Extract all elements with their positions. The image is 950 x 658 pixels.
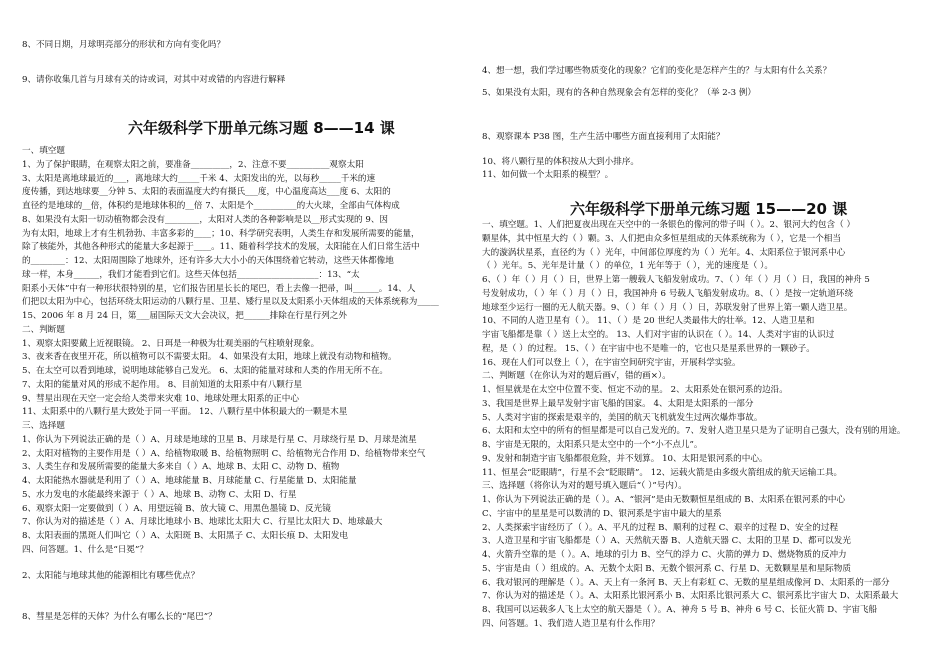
text-line: 8、宇宙是无限的，太阳系只是太空中的一个“小不点儿”。 xyxy=(482,440,703,450)
text-line: 8、太阳表面的黑斑人们叫它（ ）A、太阳斑 B、太阳黑子 C、太阳长痕 D、太阳发电 xyxy=(22,531,348,541)
text-line: 11、恒星会“眨眼睛”，行星不会“眨眼睛”。 12、运载火箭是由多级火箭组成的航天运输工具。 xyxy=(482,467,843,478)
text-line: 7、你认为对的描述是（ ）。A、太阳系比银河系小 B、太阳系比银河系大 C、银河系比宇宙大 D、太阳系最大 xyxy=(482,591,899,602)
text-line: 8、我国可以运载多人飞上太空的航天器是（ ）。A、神舟 5 号 B、神舟 6 号 C、长征火箭 D、宇宙飞船 xyxy=(482,605,878,615)
text-line: 3、我国是世界上最早发射宇宙飞船的国家。 4、太阳是太阳系的一部分 xyxy=(482,398,754,409)
text-line: 颗星体，其中恒星大约（ ）颗。3、人们把由众多恒星组成的天体系统称为（ ），它是一个相当 xyxy=(482,233,841,244)
text-line: 一、填空题 xyxy=(22,146,65,156)
text-line: 直径约是地球的__倍，体积约是地球体积的__倍 7、太阳是个__________的大火球，全部由气体构成 xyxy=(22,201,400,211)
text-line: 5、水力发电的水能最终来源于（ ）A、地球 B、动物 C、太阳 D、行星 xyxy=(22,489,297,500)
text-line: 6、观察太阳一定要做到（ ）A、用望远镜 B、放大镜 C、用黑色墨镜 D、反光镜 xyxy=(22,503,331,514)
text-line: 四、问答题。1、我们造人造卫星有什么作用？ xyxy=(482,618,660,629)
text-line: 5、人类对宇宙的探索是艰辛的，美国的航天飞机就发生过两次爆炸事故。 xyxy=(482,412,763,423)
worksheet-title-8-14: 六年级科学下册单元练习题 8——14 课 xyxy=(128,119,395,137)
text-line: 号发射成功，（ ）年（ ）月（ ）日，我国神舟 6 号载人飞船发射成功。8、（ ）是按一定轨道环绕 xyxy=(482,288,854,299)
text-line: 1、你认为下列说法正确的是（ ）。A、“银河”是由无数颗恒星组成的 B、太阳系在银河系的中心 xyxy=(482,495,846,505)
text-line: （ ）光年。5、光年是计量（ ）的单位，1 光年等于（ ），光的速度是（ ）。 xyxy=(482,261,773,272)
text-line: 1、恒星就是在太空中位置不变、恒定不动的星。 2、太阳系处在银河系的边沿。 xyxy=(482,385,788,395)
question-2-solar-advantages: 2、太阳能与地球其他的能源相比有哪些优点？ xyxy=(22,571,200,581)
worksheet-title-15-20: 六年级科学下册单元练习题 15——20 课 xyxy=(570,200,848,218)
text-line: 6、（ ）年（ ）月（ ）日，世界上第一艘载人飞船发射成功。7、（ ）年（ ）月（ ）日，我国的神舟 5 xyxy=(482,275,870,285)
question-8-moon-shape: 8、不同日期，月球明亮部分的形状和方向有变化吗？ xyxy=(22,40,226,50)
text-line: 的________：12、太阳周围除了地球外，还有许多大大小小的天体围绕着它转动，这些天体都像地 xyxy=(22,256,394,266)
text-line: 度传播，到达地球要__分钟 5、太阳的表面温度大约有摄氏___度，中心温度高达___度 6、太阳的 xyxy=(22,187,391,198)
text-line: 程，是（ ）的过程。 15、（ ）在宇宙中也不是唯一的，它也只是星系世界的一颗砂子。 xyxy=(482,343,815,354)
text-line: 3、人造卫星和宇宙飞船都是（ ）A、天然航天器 B、人造航天器 C、太阳的卫星 D、都可以发光 xyxy=(482,536,851,547)
text-line: 1、你认为下列说法正确的是（ ）A、月球是地球的卫星 B、月球是行星 C、月球绕行星 D、月球是流星 xyxy=(22,434,417,445)
text-line: 6、太阳和太空中的所有的恒星都是可以自己发光的。7、发射人造卫星只是为了证明自己强大，没有别的用途。 xyxy=(482,426,906,437)
text-line: 1、观察太阳要戴上近视眼镜。 2、日珥是一种极为壮观美丽的气柱喷射现象。 xyxy=(22,338,320,349)
text-line: 阳系小天体”中有一种形状很特别的星，它们报告团星长长的尾巴，看上去像一把帚，叫______。14、人 xyxy=(22,283,416,294)
question-8-solar-energy-use: 8、观察课本 P38 图，生产生活中哪些方面直接利用了太阳能？ xyxy=(482,132,725,142)
text-line: 5、宇宙是由（ ）组成的。A、无数个太阳 B、无数个银河系 C、行星 D、无数颗星星和星际物质 xyxy=(482,563,851,574)
text-line: 三、选择题（将你认为对的题号填入题后“（ ）”号内）。 xyxy=(482,481,687,492)
text-line: 10、不同的人造卫星有（ ）。 11、（ ）是 20 世纪人类最伟大的壮举。12、人造卫星和 xyxy=(482,316,815,327)
text-line: 11、太阳系中的八颗行星大致处于同一平面。 12、八颗行星中体积最大的一颗是木星 xyxy=(22,407,348,418)
text-line: 1、为了保护眼睛，在观察太阳之前，要准备_________，2、注意不要__________观察太阳 xyxy=(22,159,364,170)
text-line: 地球至少运行一圈的无人航天器。9、（ ）年（ ）月（ ）日，苏联发射了世界上第一颗人造卫星。 xyxy=(482,302,853,313)
text-line: 8、如果没有太阳一切动植物都会没有________，太阳对人类的各种影响是以__形式实现的 9、因 xyxy=(22,214,389,225)
text-line: 5、在太空可以看到地球，说明地球能够自己发光。 6、太阳的能量对球和人类的作用无所不在。 xyxy=(22,366,389,376)
text-line: 四、问答题。1、什么是“日冕”？ xyxy=(22,544,148,555)
text-line: 9、发射和制造宇宙飞船都很危险，并不划算。 10、太阳是银河系的中心。 xyxy=(482,453,768,464)
text-line: 9、彗星出现在天空一定会给人类带来灾难 10、地球处理太阳系的正中心 xyxy=(22,393,299,404)
text-line: 2、人类探索宇宙经历了（ ）。A、平凡的过程 B、顺利的过程 C、艰辛的过程 D、安全的过程 xyxy=(482,522,839,533)
text-line: 3、人类生存和发展所需要的能量大多来自（ ）A、地球 B、太阳 C、动物 D、植物 xyxy=(22,462,340,473)
question-5-no-sun: 5、如果没有太阳，现有的各种自然现象会有怎样的变化？（举 2-3 例） xyxy=(482,88,756,98)
text-line: 一、填空题。1、人们把夏夜出现在天空中的一条银色的像河的带子叫（ ）。2、银河大约包含（ ） xyxy=(482,220,856,230)
text-line: 6、我对银河的理解是（ ）。A、天上有一条河 B、天上有彩虹 C、无数的星星组成像河 D、太阳系的一部分 xyxy=(482,577,890,588)
text-line: 15、2006 年 8 月 24 日，第___届国际天文大会决议，把______排除在行星行列之外 xyxy=(22,311,347,321)
text-line: 4、太阳能热水器就是利用了（ ）A、地球能量 B、月球能量 C、行星能量 D、太阳能量 xyxy=(22,476,357,486)
text-line: 7、你认为对的描述是（ ）A、月球比地球小 B、地球比太阳大 C、行星比太阳大 D、地球最大 xyxy=(22,517,383,528)
text-line: 除了核能外，其他各种形式的能量大多起源于____。11、随着科学技术的发展，太阳能在人们日常生活中 xyxy=(22,242,420,253)
text-line: 4、火箭升空靠的是（ ）。A、地球的引力 B、空气的浮力 C、火箭的弹力 D、燃烧物质的反冲力 xyxy=(482,550,847,560)
text-line: 球一样，本身______，我们才能看到它们。这些天体包括___________________：13、“太 xyxy=(22,269,360,280)
text-line: 2、太阳对植物的主要作用是（ ）A、给植物取暖 B、给植物照明 C、给植物光合作用 D、给植物带来空气 xyxy=(22,448,426,459)
question-9-moon-poems: 9、请你收集几首与月球有关的诗或词，对其中对或错的内容进行解释 xyxy=(22,75,286,85)
text-line: 大的漩涡状星系，直径约为（ ）光年，中间部位厚度约为（ ）光年。4、太阳系位于银河系中心 xyxy=(482,247,846,258)
text-line: 三、选择题 xyxy=(22,421,65,431)
text-line: 为有太阳，地球上才有生机勃勃、丰富多彩的____；10、科学研究表明，人类生存和发展所需要的能量， xyxy=(22,228,420,239)
text-line: 16、现在人们可以登上（ ），在宇宙空间研究宇宙，开展科学实验。 xyxy=(482,357,741,368)
text-line: 二、判断题 xyxy=(22,324,65,335)
text-line: 3、太阳是离地球最近的___，离地球大约_____千米 4、太阳发出的光，以每秒_____千米的速 xyxy=(22,173,376,184)
text-line: 们把以太阳为中心，包括环绕太阳运动的八颗行星、卫星、矮行星以及太阳系小天体组成的天体系统称为_____ xyxy=(22,297,439,308)
question-4-material-change: 4、想一想，我们学过哪些物质变化的现象？它们的变化是怎样产生的？与太阳有什么关系？ xyxy=(482,66,832,76)
text-line: 二、判断题（在你认为对的题后画√，错的画×）。 xyxy=(482,371,671,382)
text-line: 3、夜来香在夜里开花，所以植物可以不需要太阳。 4、如果没有太阳，地球上就没有动物和植物。 xyxy=(22,352,397,363)
question-11-solar-model: 11、如何做一个太阳系的模型？。 xyxy=(482,170,614,180)
text-line: C、宇宙中的星星是可以数清的 D、银河系是宇宙中最大的星系 xyxy=(482,508,722,519)
text-line: 7、太阳的能量对风的形成不起作用。 8、目前知道的太阳系中有八颗行星 xyxy=(22,379,303,390)
text-line: 宇宙飞船都是靠（ ）送上太空的。 13、人们对宇宙的认识在（ ）。14、人类对宇宙的认识过 xyxy=(482,330,835,340)
question-8-comet: 8、彗星是怎样的天体？为什么有哪么长的“尾巴”？ xyxy=(22,612,217,622)
question-10-planet-size-order: 10、将八颗行星的体积按从大到小排序。 xyxy=(482,157,640,167)
